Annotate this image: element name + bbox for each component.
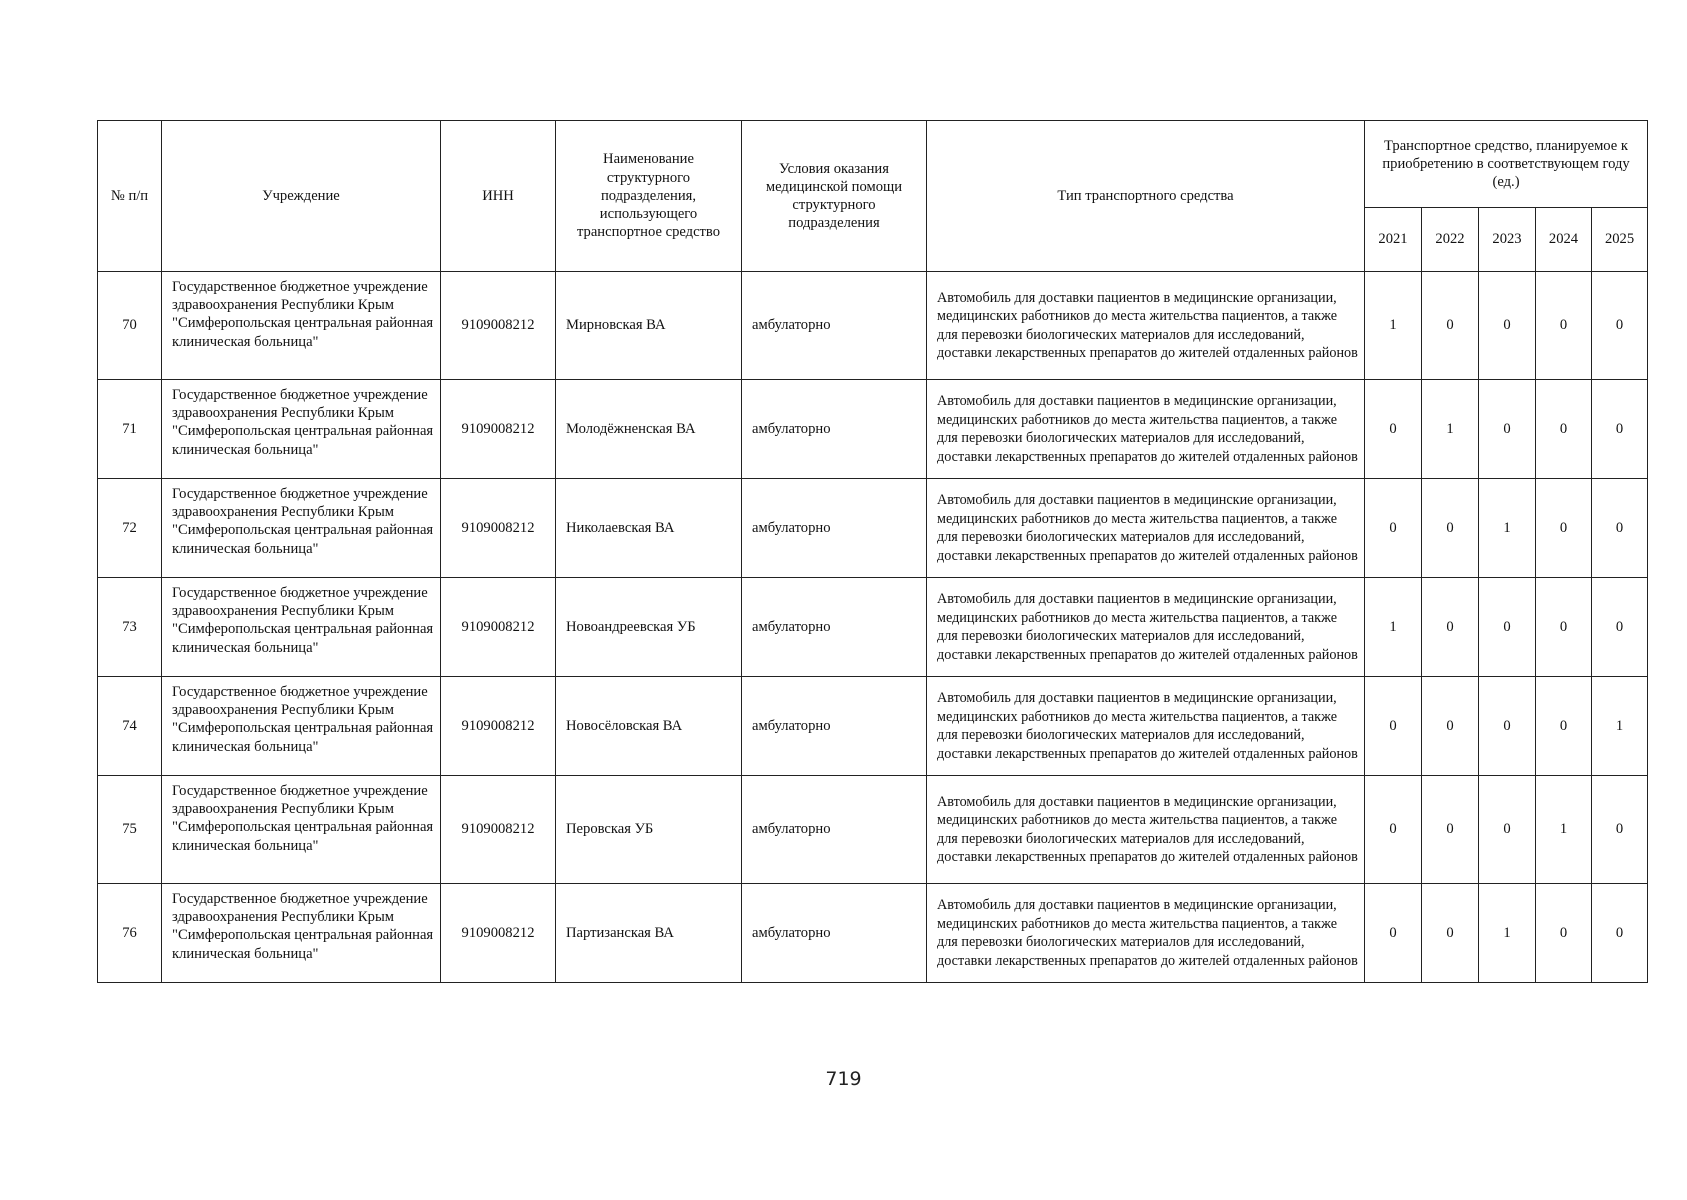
subdivision-cell: Новосёловская ВА [556, 677, 742, 776]
vehicle-type-cell: Автомобиль для доставки пациентов в медицинские организации, медицинских работников до места жительства пациентов, а также для перевозки биологических материалов для исследований, доставки лекарственных препаратов до жителей отдаленных районов [927, 380, 1365, 479]
year-count-cell: 0 [1365, 677, 1422, 776]
conditions-cell: амбулаторно [742, 776, 927, 884]
header-vehicle-type: Тип транспортного средства [927, 121, 1365, 272]
table-row [98, 884, 1648, 983]
institution-cell: Государственное бюджетное учреждение здравоохранения Республики Крым "Симферопольская центральная районная клиническая больница" [162, 272, 441, 380]
header-year: 2021 [1365, 208, 1422, 272]
subdivision-cell: Перовская УБ [556, 776, 742, 884]
header-conditions: Условия оказания медицинской помощи структурного подразделения [742, 121, 927, 272]
table-row [98, 479, 1648, 578]
institution-cell: Государственное бюджетное учреждение здравоохранения Республики Крым "Симферопольская центральная районная клиническая больница" [162, 884, 441, 983]
inn-cell: 9109008212 [441, 578, 556, 677]
row-number: 70 [98, 272, 162, 380]
table-row [98, 776, 1648, 884]
header-institution: Учреждение [162, 121, 441, 272]
inn-cell: 9109008212 [441, 380, 556, 479]
institution-cell: Государственное бюджетное учреждение здравоохранения Республики Крым "Симферопольская центральная районная клиническая больница" [162, 380, 441, 479]
institution-cell: Государственное бюджетное учреждение здравоохранения Республики Крым "Симферопольская центральная районная клиническая больница" [162, 479, 441, 578]
conditions-cell: амбулаторно [742, 884, 927, 983]
conditions-cell: амбулаторно [742, 272, 927, 380]
inn-cell: 9109008212 [441, 884, 556, 983]
vehicle-type-cell: Автомобиль для доставки пациентов в медицинские организации, медицинских работников до места жительства пациентов, а также для перевозки биологических материалов для исследований, доставки лекарственных препаратов до жителей отдаленных районов [927, 479, 1365, 578]
year-count-cell: 1 [1592, 677, 1648, 776]
table-row [98, 272, 1648, 380]
vehicle-type-cell: Автомобиль для доставки пациентов в медицинские организации, медицинских работников до места жительства пациентов, а также для перевозки биологических материалов для исследований, доставки лекарственных препаратов до жителей отдаленных районов [927, 884, 1365, 983]
header-row [98, 121, 1648, 208]
year-count-cell: 0 [1536, 578, 1592, 677]
year-count-cell: 0 [1592, 776, 1648, 884]
header-year: 2022 [1422, 208, 1479, 272]
institution-cell: Государственное бюджетное учреждение здравоохранения Республики Крым "Симферопольская центральная районная клиническая больница" [162, 578, 441, 677]
header-year: 2023 [1479, 208, 1536, 272]
row-number: 73 [98, 578, 162, 677]
conditions-cell: амбулаторно [742, 380, 927, 479]
table-body [98, 272, 1648, 983]
vehicle-plan-table [97, 120, 1648, 983]
year-count-cell: 0 [1422, 272, 1479, 380]
year-count-cell: 0 [1422, 677, 1479, 776]
year-count-cell: 0 [1536, 380, 1592, 479]
year-count-cell: 0 [1422, 776, 1479, 884]
header-inn: ИНН [441, 121, 556, 272]
table-row [98, 380, 1648, 479]
row-number: 76 [98, 884, 162, 983]
header-subdivision: Наименование структурного подразделения, использующего транспортное средство [556, 121, 742, 272]
subdivision-cell: Молодёжненская ВА [556, 380, 742, 479]
year-count-cell: 0 [1479, 578, 1536, 677]
table-row [98, 578, 1648, 677]
year-count-cell: 0 [1536, 677, 1592, 776]
year-count-cell: 0 [1536, 884, 1592, 983]
year-count-cell: 0 [1592, 479, 1648, 578]
conditions-cell: амбулаторно [742, 677, 927, 776]
year-count-cell: 0 [1479, 776, 1536, 884]
subdivision-cell: Николаевская ВА [556, 479, 742, 578]
row-number: 74 [98, 677, 162, 776]
table-row [98, 677, 1648, 776]
subdivision-cell: Партизанская ВА [556, 884, 742, 983]
vehicle-type-cell: Автомобиль для доставки пациентов в медицинские организации, медицинских работников до места жительства пациентов, а также для перевозки биологических материалов для исследований, доставки лекарственных препаратов до жителей отдаленных районов [927, 578, 1365, 677]
row-number: 71 [98, 380, 162, 479]
subdivision-cell: Мирновская ВА [556, 272, 742, 380]
year-count-cell: 0 [1365, 479, 1422, 578]
year-count-cell: 0 [1592, 578, 1648, 677]
subdivision-cell: Новоандреевская УБ [556, 578, 742, 677]
year-count-cell: 0 [1536, 479, 1592, 578]
conditions-cell: амбулаторно [742, 578, 927, 677]
year-count-cell: 0 [1479, 677, 1536, 776]
year-count-cell: 0 [1592, 272, 1648, 380]
year-count-cell: 0 [1592, 884, 1648, 983]
conditions-cell: амбулаторно [742, 479, 927, 578]
row-number: 75 [98, 776, 162, 884]
year-count-cell: 1 [1536, 776, 1592, 884]
vehicle-type-cell: Автомобиль для доставки пациентов в медицинские организации, медицинских работников до места жительства пациентов, а также для перевозки биологических материалов для исследований, доставки лекарственных препаратов до жителей отдаленных районов [927, 776, 1365, 884]
year-count-cell: 0 [1592, 380, 1648, 479]
year-count-cell: 0 [1365, 776, 1422, 884]
institution-cell: Государственное бюджетное учреждение здравоохранения Республики Крым "Симферопольская центральная районная клиническая больница" [162, 776, 441, 884]
vehicle-type-cell: Автомобиль для доставки пациентов в медицинские организации, медицинских работников до места жительства пациентов, а также для перевозки биологических материалов для исследований, доставки лекарственных препаратов до жителей отдаленных районов [927, 677, 1365, 776]
vehicle-type-cell: Автомобиль для доставки пациентов в медицинские организации, медицинских работников до места жительства пациентов, а также для перевозки биологических материалов для исследований, доставки лекарственных препаратов до жителей отдаленных районов [927, 272, 1365, 380]
year-count-cell: 0 [1422, 479, 1479, 578]
year-count-cell: 0 [1479, 380, 1536, 479]
header-year: 2025 [1592, 208, 1648, 272]
row-number: 72 [98, 479, 162, 578]
header-planned: Транспортное средство, планируемое к приобретению в соответствующем году (ед.) [1365, 121, 1648, 208]
year-count-cell: 0 [1479, 272, 1536, 380]
year-count-cell: 1 [1422, 380, 1479, 479]
header-num: № п/п [98, 121, 162, 272]
year-count-cell: 0 [1422, 884, 1479, 983]
year-count-cell: 1 [1365, 578, 1422, 677]
year-count-cell: 1 [1479, 884, 1536, 983]
year-count-cell: 1 [1479, 479, 1536, 578]
year-count-cell: 0 [1422, 578, 1479, 677]
inn-cell: 9109008212 [441, 677, 556, 776]
year-count-cell: 0 [1365, 380, 1422, 479]
year-count-cell: 0 [1536, 272, 1592, 380]
inn-cell: 9109008212 [441, 272, 556, 380]
inn-cell: 9109008212 [441, 479, 556, 578]
page-number: 719 [825, 1068, 862, 1090]
institution-cell: Государственное бюджетное учреждение здравоохранения Республики Крым "Симферопольская центральная районная клиническая больница" [162, 677, 441, 776]
year-count-cell: 0 [1365, 884, 1422, 983]
year-count-cell: 1 [1365, 272, 1422, 380]
inn-cell: 9109008212 [441, 776, 556, 884]
header-year: 2024 [1536, 208, 1592, 272]
